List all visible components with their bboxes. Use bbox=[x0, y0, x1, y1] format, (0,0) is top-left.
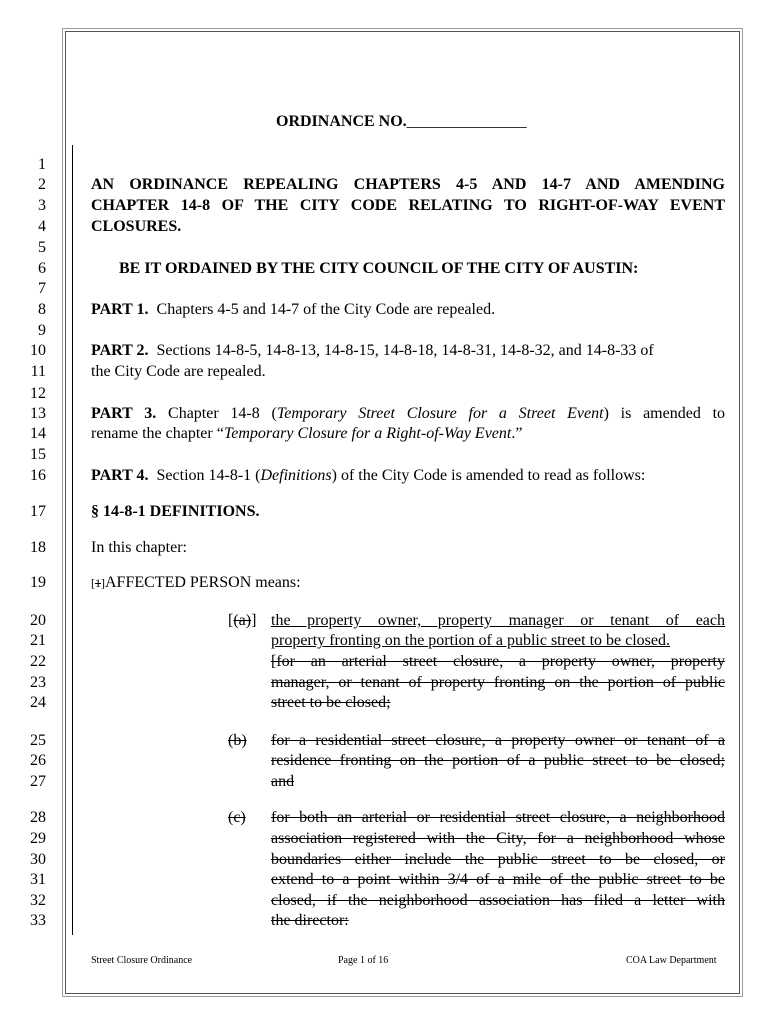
line-number: 7 bbox=[38, 280, 46, 297]
line-number: 9 bbox=[38, 322, 46, 339]
footer-right: COA Law Department bbox=[626, 955, 717, 966]
line-number: 12 bbox=[30, 385, 46, 402]
line-number: 30 bbox=[30, 851, 46, 868]
line-number: 22 bbox=[30, 653, 46, 670]
item-c-struck: for both an arterial or residential street closure, a neighborhood bbox=[271, 809, 725, 826]
ordinance-title: ORDINANCE NO._______________ bbox=[276, 113, 527, 130]
item-b-struck: residence fronting on the portion of a public street to be closed; bbox=[271, 752, 725, 769]
footer-page-number: Page 1 of 16 bbox=[338, 955, 389, 966]
line-number: 33 bbox=[30, 912, 46, 929]
item-c-struck: the director: bbox=[271, 912, 349, 929]
item-b-marker: (b) bbox=[228, 732, 247, 749]
line-number: 23 bbox=[30, 674, 46, 691]
item-b-struck: and bbox=[271, 773, 295, 790]
part-3-cont: rename the chapter “Temporary Closure for a Right-of-Way Event.” bbox=[91, 425, 523, 442]
line-number: 15 bbox=[30, 446, 46, 463]
line-number: 11 bbox=[30, 363, 46, 380]
line-number: 8 bbox=[38, 301, 46, 318]
line-number: 14 bbox=[30, 425, 46, 442]
item-a-marker: [(a)] bbox=[228, 612, 257, 629]
item-c-struck: extend to a point within 3/4 of a mile of the public street to be bbox=[271, 871, 725, 888]
line-number: 6 bbox=[38, 260, 46, 277]
line-number: 31 bbox=[30, 871, 46, 888]
line-number: 32 bbox=[30, 892, 46, 909]
line-number: 10 bbox=[30, 342, 46, 359]
caption-line: CLOSURES. bbox=[91, 218, 182, 235]
item-c-marker: (c) bbox=[228, 809, 246, 826]
line-number: 21 bbox=[30, 632, 46, 649]
footer-left: Street Closure Ordinance bbox=[91, 955, 193, 966]
part-2: PART 2. Sections 14-8-5, 14-8-13, 14-8-15, 14-8-18, 14-8-31, 14-8-32, and 14-8-33 of bbox=[91, 342, 654, 359]
line-number: 26 bbox=[30, 752, 46, 769]
line-number: 13 bbox=[30, 405, 46, 422]
item-a-struck: manager, or tenant of property fronting on the portion of public bbox=[271, 674, 725, 691]
part-1: PART 1. Chapters 4-5 and 14-7 of the City Code are repealed. bbox=[91, 301, 496, 318]
line-number: 24 bbox=[30, 694, 46, 711]
line-number: 19 bbox=[30, 574, 46, 591]
section-heading: § 14-8-1 DEFINITIONS. bbox=[91, 503, 260, 520]
line-number: 20 bbox=[30, 612, 46, 629]
line-number-rule bbox=[72, 145, 73, 935]
line-number: 4 bbox=[38, 218, 46, 235]
caption-line: AN ORDINANCE REPEALING CHAPTERS 4-5 AND 14-7 AND AMENDING bbox=[91, 176, 725, 193]
line-number: 25 bbox=[30, 732, 46, 749]
line-number: 29 bbox=[30, 830, 46, 847]
part-2-cont: the City Code are repealed. bbox=[91, 363, 266, 380]
line-number: 16 bbox=[30, 467, 46, 484]
item-b-struck: for a residential street closure, a property owner or tenant of a bbox=[271, 732, 725, 749]
intro-text: In this chapter: bbox=[91, 539, 187, 556]
caption-line: CHAPTER 14-8 OF THE CITY CODE RELATING TO RIGHT-OF-WAY EVENT bbox=[91, 197, 725, 214]
item-c-struck: closed, if the neighborhood association has filed a letter with bbox=[271, 892, 725, 909]
line-number: 5 bbox=[38, 239, 46, 256]
part-4: PART 4. Section 14-8-1 (Definitions) of the City Code is amended to read as follows: bbox=[91, 467, 646, 484]
item-c-struck: boundaries either include the public street to be closed, or bbox=[271, 851, 725, 868]
enacting-clause: BE IT ORDAINED BY THE CITY COUNCIL OF THE CITY OF AUSTIN: bbox=[119, 260, 639, 277]
definition-term: [1]AFFECTED PERSON means: bbox=[91, 574, 301, 591]
item-a-text: the property owner, property manager or tenant of each bbox=[271, 612, 725, 629]
line-number: 27 bbox=[30, 773, 46, 790]
line-number: 17 bbox=[30, 503, 46, 520]
item-c-struck: association registered with the City, for a neighborhood whose bbox=[271, 830, 725, 847]
line-number: 28 bbox=[30, 809, 46, 826]
line-number: 2 bbox=[38, 176, 46, 193]
line-number: 3 bbox=[38, 197, 46, 214]
item-a-text: property fronting on the portion of a public street to be closed. bbox=[271, 632, 671, 649]
line-number: 18 bbox=[30, 539, 46, 556]
part-3: PART 3. Chapter 14-8 (Temporary Street Closure for a Street Event) is amended to bbox=[91, 405, 726, 422]
line-number: 1 bbox=[38, 156, 46, 173]
item-a-struck: street to be closed; bbox=[271, 694, 391, 711]
item-a-struck: [for an arterial street closure, a property owner, property bbox=[271, 653, 725, 670]
